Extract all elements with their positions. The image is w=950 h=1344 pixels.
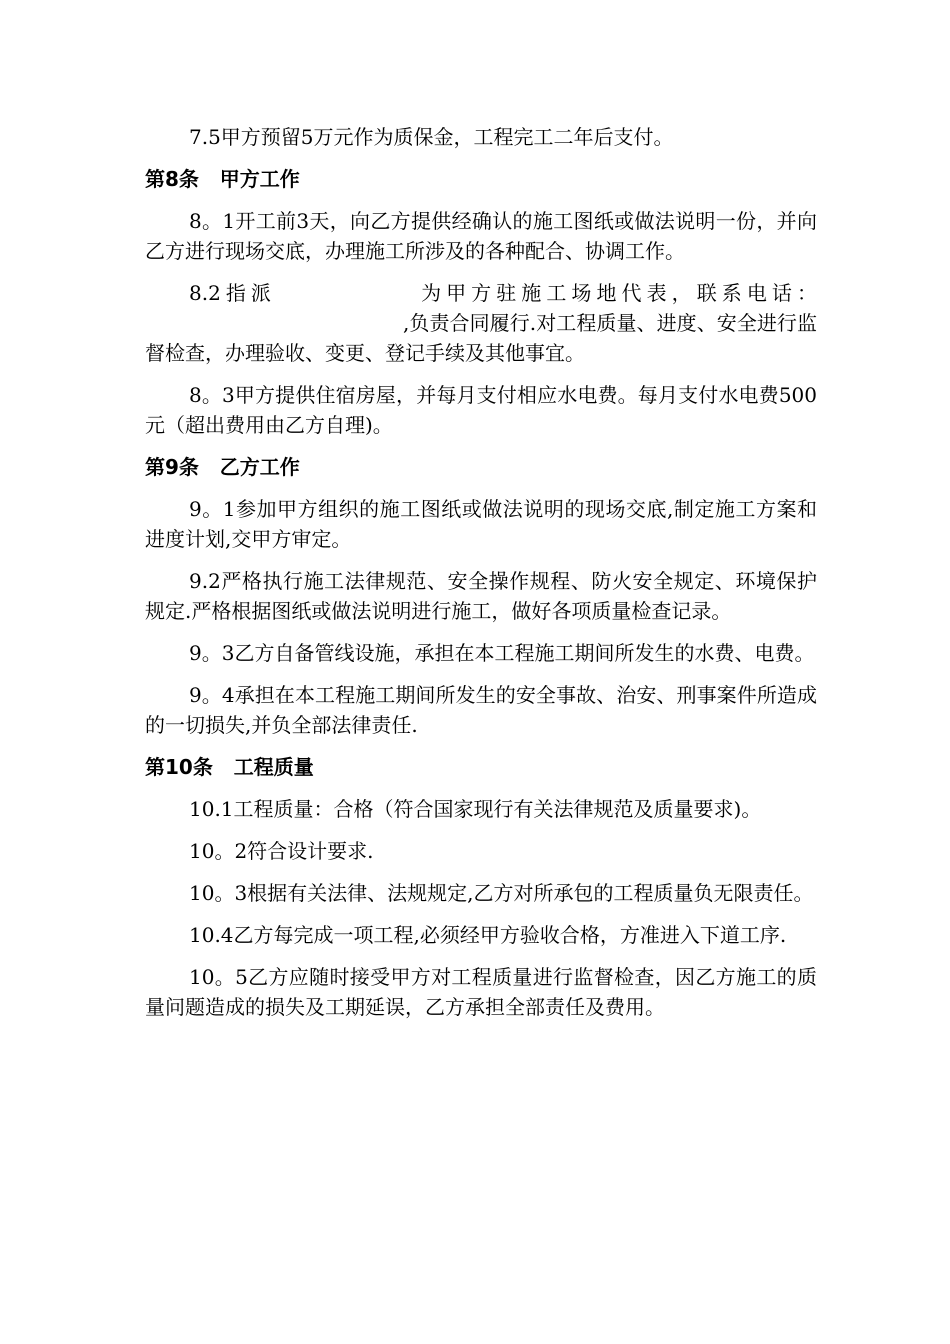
- clause-10-3: 10。3根据有关法律、法规规定,乙方对所承包的工程质量负无限责任。: [189, 881, 814, 905]
- clause-10-1: 10.1工程质量：合格（符合国家现行有关法律规范及质量要求)。: [189, 797, 762, 821]
- article-9-heading: 第9条 乙方工作: [145, 455, 300, 479]
- article-10-heading: 第10条 工程质量: [145, 755, 314, 779]
- clause-8-2: [145, 278, 817, 368]
- document-body: [145, 122, 817, 1034]
- clause-10-4: 10.4乙方每完成一项工程,必须经甲方验收合格，方准进入下道工序.: [189, 923, 787, 947]
- clause-9-4: 9。4承担在本工程施工期间所发生的安全事故、治安、刑事案件所造成的一切损失,并负全部法律责任.: [145, 683, 817, 737]
- clause-8-2-part-a: 8.2指派: [189, 281, 276, 305]
- clause-9-3: 9。3乙方自备管线设施，承担在本工程施工期间所发生的水费、电费。: [189, 641, 815, 665]
- clause-8-2-part-b: 为甲方驻施工场地代表，联系电话：: [416, 281, 817, 305]
- clause-10-5: 10。5乙方应随时接受甲方对工程质量进行监督检查，因乙方施工的质量问题造成的损失及工期延误，乙方承担全部责任及费用。: [145, 965, 817, 1019]
- clause-9-2: 9.2严格执行施工法律规范、安全操作规程、防火安全规定、环境保护规定.严格根据图纸或做法说明进行施工，做好各项质量检查记录。: [145, 569, 817, 623]
- clause-8-3: 8。3甲方提供住宿房屋，并每月支付相应水电费。每月支付水电费500元（超出费用由乙方自理)。: [145, 383, 817, 437]
- clause-8-1: 8。1开工前3天，向乙方提供经确认的施工图纸或做法说明一份，并向乙方进行现场交底，办理施工所涉及的各种配合、协调工作。: [145, 209, 817, 263]
- clause-8-2-part-c: ,负责合同履行.对工程质量、进度、安全进行监督检查，办理验收、变更、登记手续及其他事宜。: [145, 311, 817, 365]
- article-8-heading: 第8条 甲方工作: [145, 167, 300, 191]
- clause-9-1: 9。1参加甲方组织的施工图纸或做法说明的现场交底,制定施工方案和进度计划,交甲方审定。: [145, 497, 817, 551]
- clause-10-2: 10。2符合设计要求.: [189, 839, 374, 863]
- clause-7-5: 7.5甲方预留5万元作为质保金，工程完工二年后支付。: [189, 125, 674, 149]
